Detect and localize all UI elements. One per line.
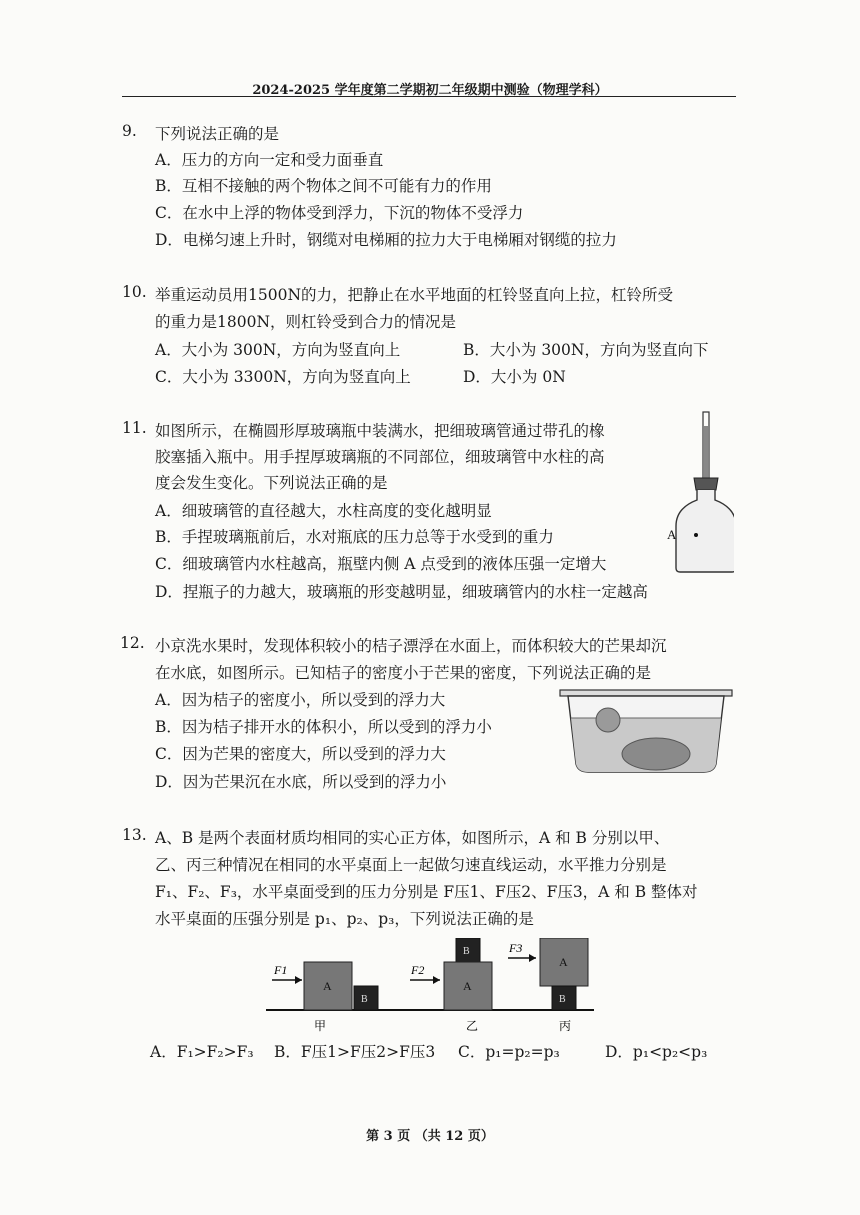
fruit-bowl-figure — [558, 686, 734, 776]
question-number: 9. — [122, 122, 137, 140]
blocks-figure — [260, 938, 600, 1034]
option-c: C．因为芒果的密度大，所以受到的浮力大 — [155, 745, 446, 763]
option-a: A．细玻璃管的直径越大，水柱高度的变化越明显 — [155, 502, 492, 520]
option-d: D．电梯匀速上升时，钢缆对电梯厢的拉力大于电梯厢对钢缆的拉力 — [155, 231, 617, 249]
option-b: B．F压1>F压2>F压3 — [274, 1043, 436, 1061]
header-rule — [122, 96, 736, 97]
bottle-figure — [664, 408, 734, 574]
question-number: 13. — [122, 826, 147, 844]
question-stem-line-2: 乙、丙三种情况在相同的水平桌面上一起做匀速直线运动，水平推力分别是 — [155, 856, 667, 874]
page-header: 2024-2025 学年度第二学期初二年级期中测验（物理学科） — [252, 83, 608, 98]
block-a-label: A — [463, 979, 472, 993]
question-number: 11. — [122, 419, 147, 437]
question-stem-line-1: 举重运动员用1500N的力，把静止在水平地面的杠铃竖直向上拉，杠铃所受 — [155, 286, 674, 304]
block-b-label: B — [463, 946, 470, 957]
option-d: D．p₁<p₂<p₃ — [605, 1043, 708, 1061]
page-footer: 第 3 页 （共 12 页） — [366, 1129, 494, 1144]
option-a: A．F₁>F₂>F₃ — [150, 1043, 254, 1061]
option-d: D．大小为 0N — [463, 368, 566, 386]
point-a-label: A — [667, 527, 677, 542]
question-stem-line-3: 度会发生变化。下列说法正确的是 — [155, 474, 388, 492]
option-c: C．细玻璃管内水柱越高，瓶壁内侧 A 点受到的液体压强一定增大 — [155, 555, 607, 573]
option-b: B．因为桔子排开水的体积小，所以受到的浮力小 — [155, 718, 492, 736]
option-a: A．大小为 300N，方向为竖直向上 — [155, 341, 401, 359]
option-d: D．因为芒果沉在水底，所以受到的浮力小 — [155, 773, 447, 791]
option-b: B．互相不接触的两个物体之间不可能有力的作用 — [155, 177, 492, 195]
question-number: 10. — [122, 283, 147, 301]
option-b: B．大小为 300N，方向为竖直向下 — [463, 341, 709, 359]
force-f3-label: F3 — [509, 941, 523, 955]
force-f1-label: F1 — [274, 963, 288, 977]
block-b-label: B — [361, 994, 368, 1005]
block-a-label: A — [559, 955, 568, 969]
case-yi-label: 乙 — [466, 1019, 479, 1033]
option-d: D．捏瓶子的力越大，玻璃瓶的形变越明显，细玻璃管内的水柱一定越高 — [155, 583, 648, 601]
option-a: A．压力的方向一定和受力面垂直 — [155, 151, 384, 169]
question-number: 12. — [120, 634, 145, 652]
option-c: C．p₁=p₂=p₃ — [458, 1043, 560, 1061]
block-a-label: A — [323, 979, 332, 993]
option-c: C．大小为 3300N，方向为竖直向上 — [155, 368, 411, 386]
question-stem-line-1: 小京洗水果时，发现体积较小的桔子漂浮在水面上，而体积较大的芒果却沉 — [155, 637, 667, 655]
option-b: B．手捏玻璃瓶前后，水对瓶底的压力总等于水受到的重力 — [155, 528, 554, 546]
question-stem-line-2: 胶塞插入瓶中。用手捏厚玻璃瓶的不同部位，细玻璃管中水柱的高 — [155, 448, 605, 466]
force-f2-label: F2 — [411, 963, 425, 977]
case-jia-label: 甲 — [314, 1019, 327, 1033]
question-stem-line-3: F₁、F₂、F₃，水平桌面受到的压力分别是 F压1、F压2、F压3，A 和 B 整体对 — [155, 883, 698, 901]
option-c: C．在水中上浮的物体受到浮力，下沉的物体不受浮力 — [155, 204, 524, 222]
block-b-label: B — [559, 994, 566, 1005]
option-a: A．因为桔子的密度小，所以受到的浮力大 — [155, 691, 446, 709]
question-stem: 下列说法正确的是 — [155, 125, 280, 143]
question-stem-line-2: 在水底，如图所示。已知桔子的密度小于芒果的密度，下列说法正确的是 — [155, 664, 652, 682]
case-bing-label: 丙 — [559, 1019, 572, 1033]
question-stem-line-1: 如图所示，在椭圆形厚玻璃瓶中装满水，把细玻璃管通过带孔的橡 — [155, 422, 605, 440]
question-stem-line-2: 的重力是1800N，则杠铃受到合力的情况是 — [155, 313, 457, 331]
question-stem-line-1: A、B 是两个表面材质均相同的实心正方体，如图所示，A 和 B 分别以甲、 — [155, 829, 670, 847]
question-stem-line-4: 水平桌面的压强分别是 p₁、p₂、p₃，下列说法正确的是 — [155, 910, 534, 928]
